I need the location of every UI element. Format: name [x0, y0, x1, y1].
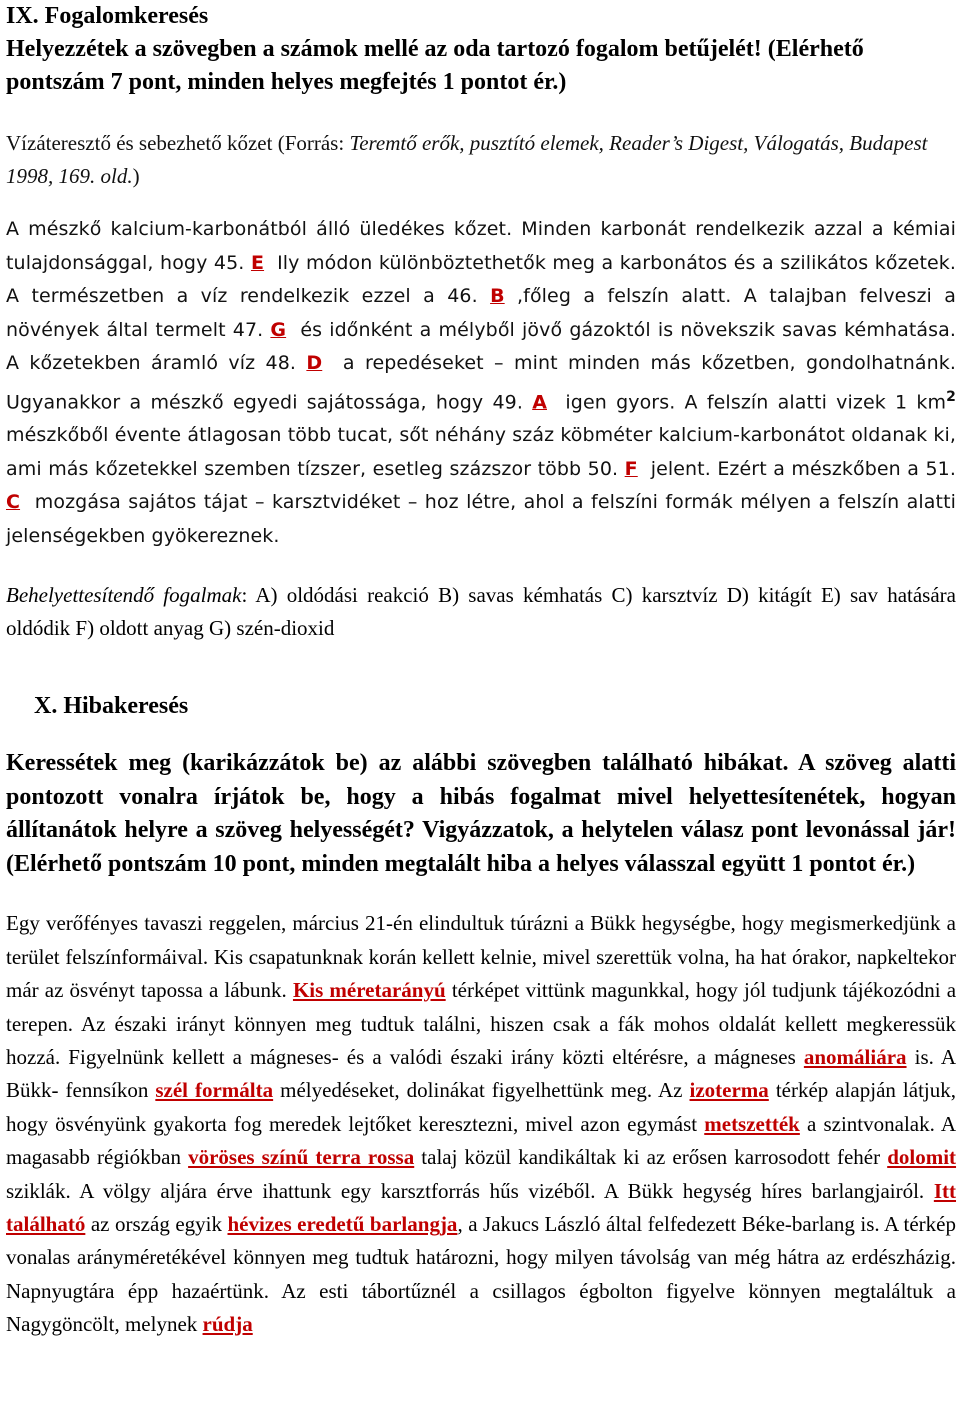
- section-9-task-line1: Helyezzétek a szövegben a számok mellé az oda tartozó fogalom betűjelét!: [6, 36, 762, 62]
- source-title: Teremtő erők, pusztító elemek, Reader’s Digest, Válogatás, Budapest 1998, 169. old.: [6, 131, 928, 188]
- passage-text: a szintvonalak. A magasabb régiókban: [6, 1111, 956, 1170]
- passage-text: Ily módon különböztethetők meg a karbonátos és a szilikátos kőzetek. A természetben a víz rendelkezik ezzel a 46.: [6, 251, 957, 307]
- section-9-task-line2: (Elérhető pontszám 7 pont, minden helyes megfejtés 1 pontot ér.): [6, 36, 864, 95]
- source-prefix: Vízáteresztő és sebezhető kőzet (Forrás:: [6, 131, 350, 155]
- concepts-label: Behelyettesítendő fogalmak: [6, 583, 242, 608]
- error-passage: [6, 907, 956, 1341]
- section-10-task-points: (Elérhető pontszám 10 pont, minden megtalált hiba a helyes válasszal együtt 1 pontot ér.): [6, 850, 916, 877]
- section-10-title: X. Hibakeresés: [34, 693, 189, 720]
- source-citation: [6, 127, 956, 193]
- error-5: metszették: [704, 1111, 800, 1136]
- error-2: anomáliára: [803, 1044, 907, 1069]
- section-10-task: [6, 747, 956, 881]
- error-4: izoterma: [689, 1078, 769, 1103]
- passage-text: Egy verőfényes tavaszi reggelen, március 21-én elindultuk túrázni a Bükk hegységbe, hogy megismerkedjünk a terület felszínformáival. Kis csapatunknak korán kellett kelnie, mivel szerettük volna, ha hat órakor, napkeltekor már az ösvényt tapossa a lábunk.: [6, 911, 956, 1003]
- answer-48: D: [306, 352, 323, 374]
- passage-text: talaj közül kandikáltak ki az erősen karrosodott fehér: [421, 1145, 881, 1170]
- passage-text: jelent. Ezért a mészkőben a 51.: [650, 457, 957, 480]
- passage-text: az ország egyik: [90, 1211, 222, 1236]
- error-9: hévizes eredetű barlangja: [227, 1211, 458, 1236]
- answer-46: B: [490, 285, 505, 307]
- passage-text: mozgása sajátos tájat – karsztvidéket – hoz létre, ahol a felszíni formák mélyen a felszín alatti jelenségekben gyökereznek.: [6, 491, 957, 547]
- answer-47: G: [270, 318, 287, 341]
- concepts-list: [6, 579, 956, 645]
- passage-text: ,főleg a felszín alatt. A talajban felveszi a növények által termelt 47.: [6, 285, 957, 341]
- source-suffix: ): [132, 164, 140, 188]
- passage-text: térkép alapján látjuk, hogy ösvényünk gyakorta fog meredek lejtőket keresztezni, mivel azon egymást: [6, 1078, 956, 1136]
- error-10: rúdja: [202, 1312, 253, 1337]
- error-7: dolomit: [887, 1145, 957, 1170]
- section-10-task-main: Keressétek meg (karikázzátok be) az alábbi szövegben található hibákat. A szöveg alatti pontozott vonalra írjátok be, hogy a hibás fogalmat mivel helyettesítenétek, hogyan állítanátok helyre a szöveg helyességét? Vigyázzatok, a helytelen válasz pont levonással jár!: [6, 750, 956, 844]
- superscript-2: 2: [946, 388, 956, 405]
- concepts-text: : A) oldódási reakció B) savas kémhatás C) karsztvíz D) kitágít E) sav hatására oldódik F) oldott anyag G) szén-dioxid: [6, 583, 956, 641]
- error-8: Itt található: [6, 1178, 957, 1236]
- passage-text: a repedéseket – mint minden más kőzetben, gondolhatnánk. Ugyanakkor a mészkő egyedi sajátossága, hogy 49.: [6, 352, 956, 413]
- passage-text: A mészkő kalcium-karbonátból álló üledékes kőzet. Minden karbonát rendelkezik azzal a kémiai tulajdonsággal, hogy 45.: [6, 218, 956, 274]
- section-9-task: [6, 33, 956, 99]
- limestone-passage: [6, 213, 956, 553]
- answer-50: F: [624, 457, 638, 480]
- error-3: szél formálta: [155, 1078, 274, 1103]
- answer-45: E: [250, 251, 265, 274]
- error-6: vöröses színű terra rossa: [188, 1145, 415, 1170]
- passage-text: mélyedéseket, dolinákat figyelhettünk meg. Az: [280, 1078, 683, 1103]
- passage-text: mészkőből évente átlagosan több tucat, sőt néhány száz köbméter kalcium-karbonátot oldanak ki, ami más kőzetekkel szemben tízszer, esetleg százszor több 50.: [6, 424, 956, 480]
- passage-text: , a Jakucs László által felfedezett Béke-barlang is. A térkép vonalas arányméretékével könnyen meg tudtuk határozni, hogy milyen távolság van még hátra az erdészházig. Napnyugtára épp hazaértünk. Az esti tábortűznél a csillagos égbolton figyelve könnyen megtaláltuk a Nagygöncölt, melynek: [6, 1211, 956, 1337]
- answer-51: C: [6, 491, 21, 514]
- passage-text: is. A Bükk- fennsíkon: [6, 1044, 956, 1103]
- passage-text: térképet vittünk magunkkal, hogy jól tudjunk tájékozódni a terepen. Az északi irányt könnyen meg tudtuk találni, hiszen csak a fák mohos oldalát kellett megkeressük hozzá. Figyelnünk kellett a mágneses- és a valódi északi irány közti eltérésre, a mágneses: [6, 978, 957, 1069]
- passage-text: igen gyors. A felszín alatti vizek 1 km: [565, 390, 947, 413]
- answer-49: A: [532, 390, 547, 413]
- passage-text: és időnként a mélyből jövő gázoktól is növekszik savas kémhatása. A kőzetekben áramló víz 48.: [6, 318, 956, 374]
- passage-text: sziklák. A völgy aljára érve ihattunk egy karsztforrás hűs vizéből. A Bükk hegység híres barlangjairól.: [6, 1178, 925, 1203]
- error-1: Kis méretarányú: [292, 978, 446, 1003]
- section-9-title: IX. Fogalomkeresés: [6, 3, 209, 29]
